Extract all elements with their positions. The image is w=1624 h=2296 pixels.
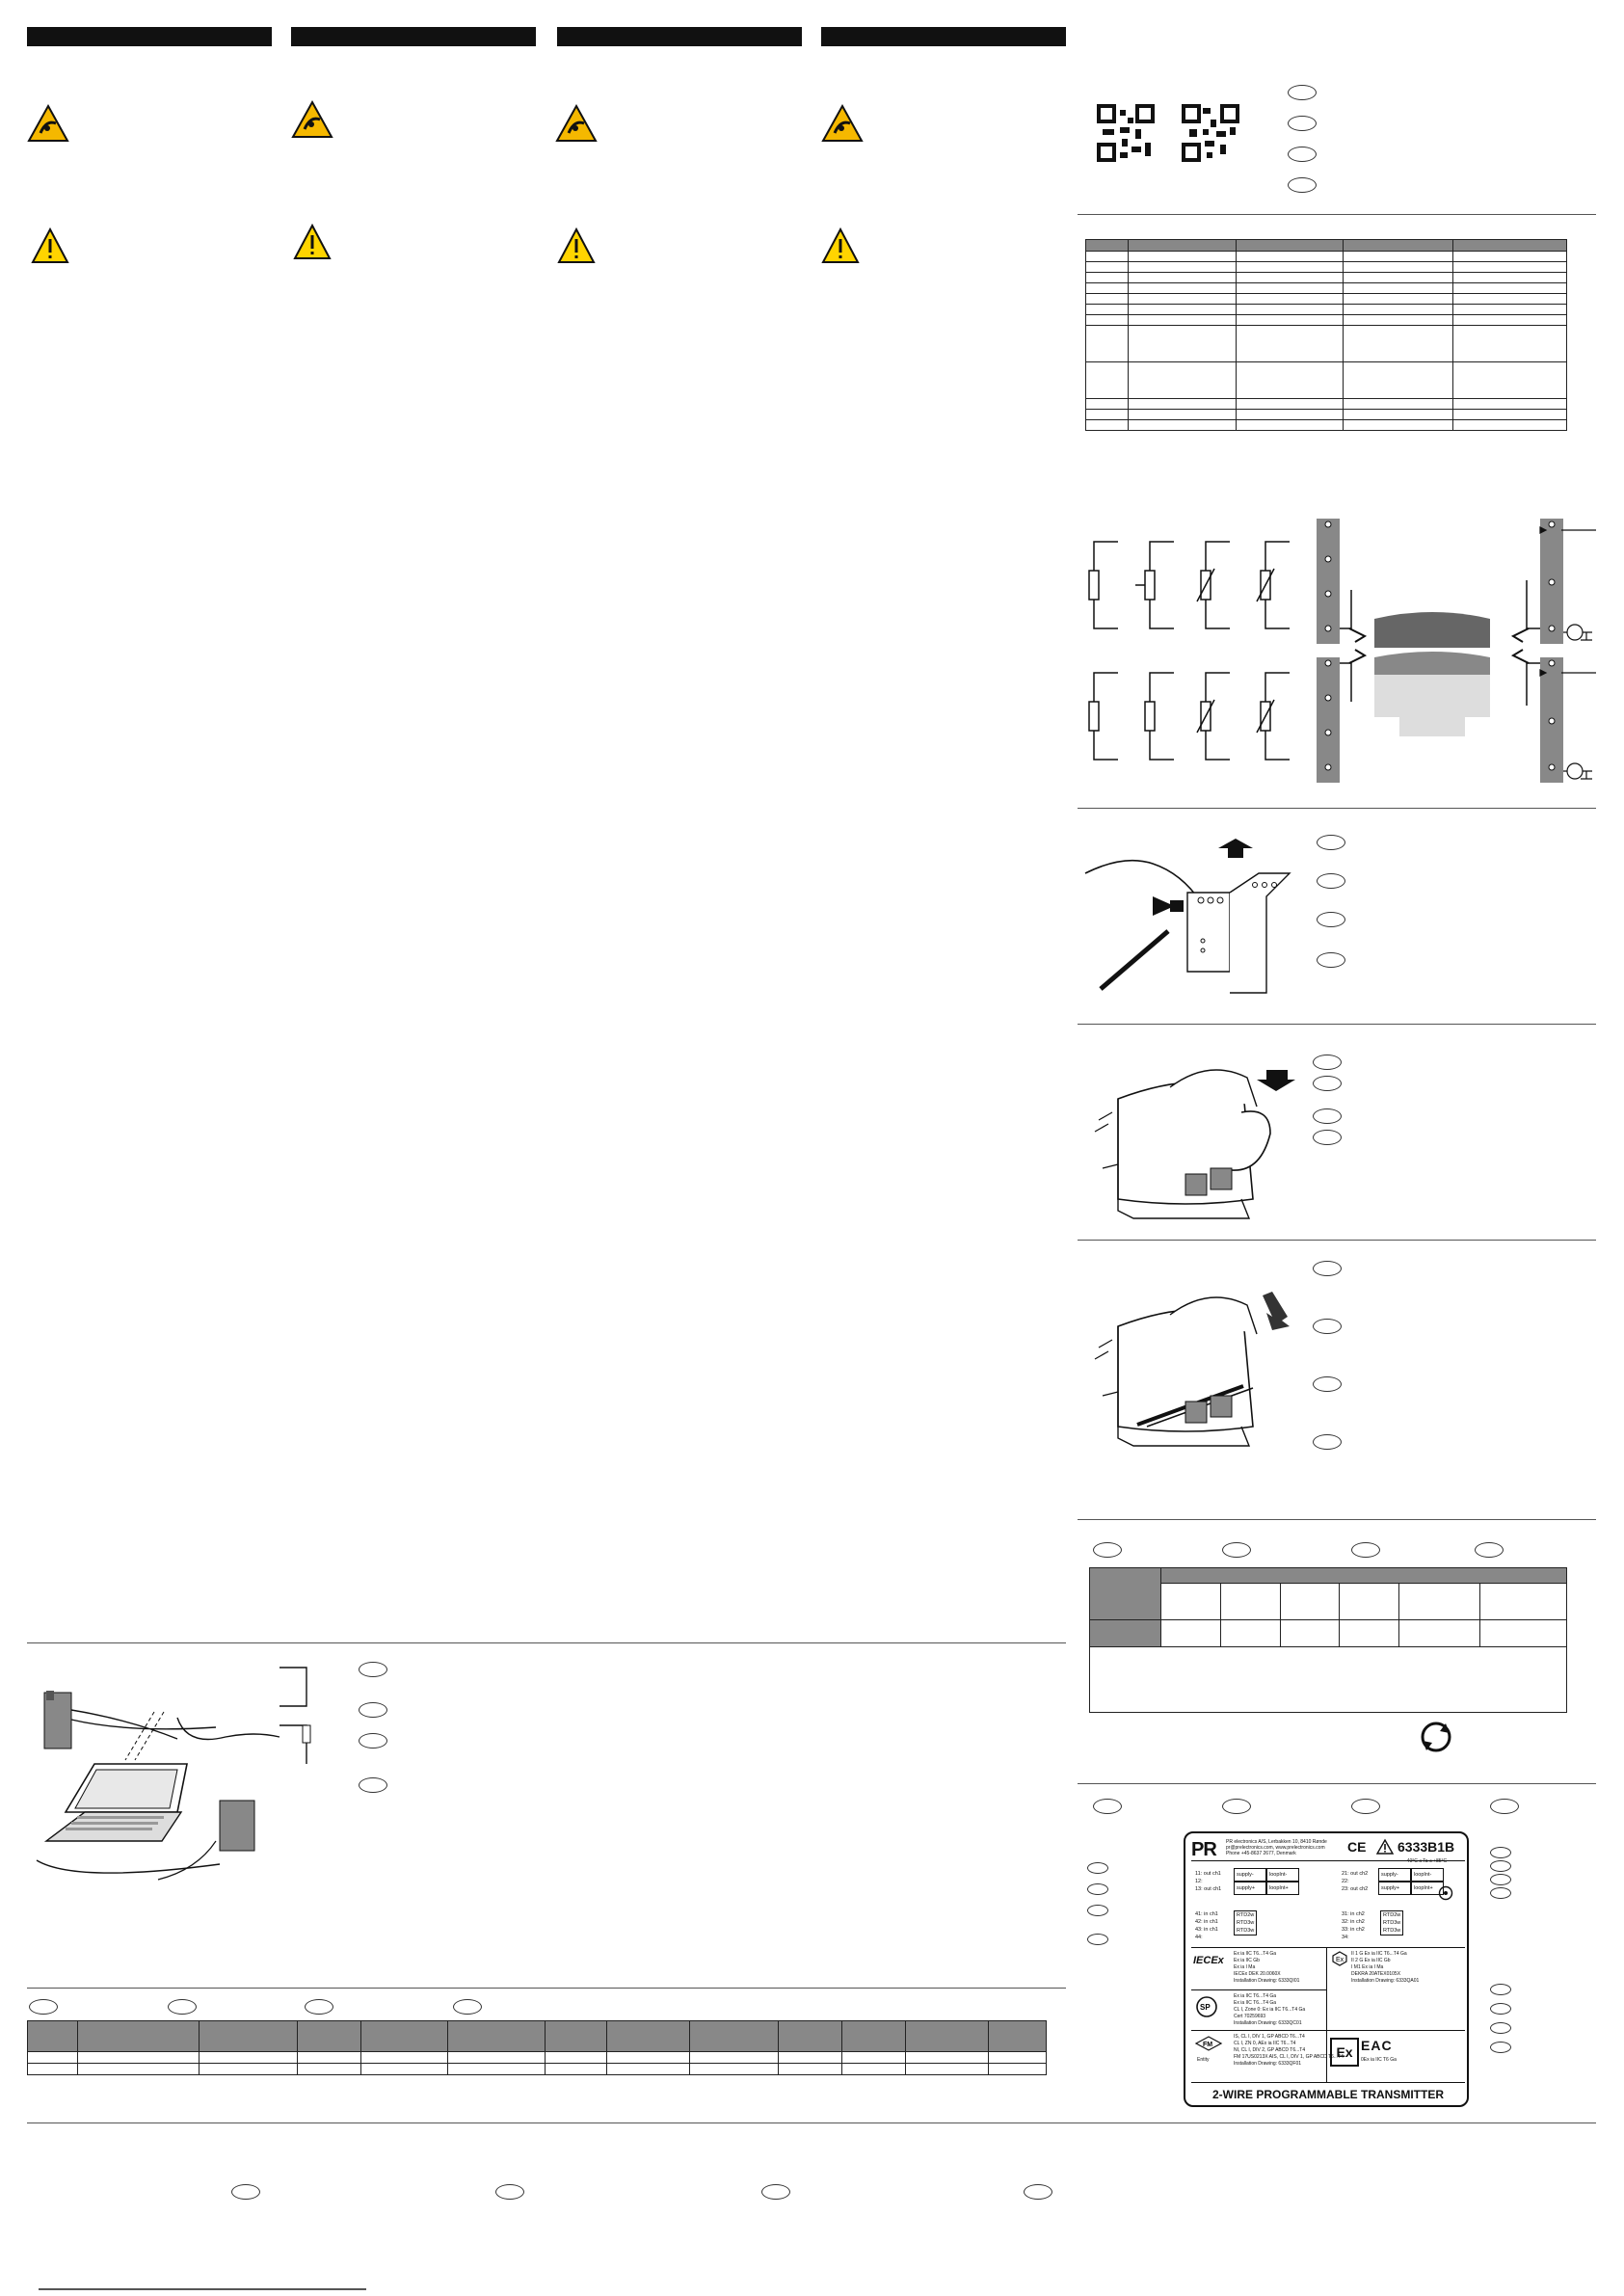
- esd-warning-icon: [821, 104, 864, 143]
- language-oval: [1475, 1542, 1504, 1558]
- recycle-icon: [1417, 1718, 1455, 1756]
- caution-triangle-icon: [31, 227, 69, 264]
- step-oval: [1317, 873, 1345, 889]
- terminal-list-ch2-in: 31: in ch2 32: in ch2 33: in ch2 34:: [1342, 1911, 1365, 1940]
- iecex-marking: Ex ia IIC T6...T4 Ga Ex ia IIC Gb Ex ia I Ma IECEx DEK 20.0060X Installation Drawing: 6333QI01: [1234, 1951, 1300, 1984]
- csa-marking: Ex ia IIC T6...T4 Ga Ex ia IIC T6...T4 Ga CL I, Zone 0: Ex ia IIC T6...T4 Ga Cert 70259693 Installation Drawing: 6333QC01: [1234, 1993, 1306, 2026]
- section-divider: [1078, 214, 1596, 215]
- language-oval: [1024, 2184, 1052, 2200]
- callout-oval: [1490, 2042, 1511, 2053]
- step-oval: [1313, 1055, 1342, 1070]
- esd-warning-icon: [555, 104, 598, 143]
- rtd-box-ch1: RTD2w RTD3w RTD3w: [1234, 1910, 1257, 1936]
- language-oval: [761, 2184, 790, 2200]
- caution-triangle-icon: [557, 227, 596, 264]
- caution-triangle-icon: [821, 227, 860, 264]
- label-divider: [1191, 2030, 1465, 2031]
- language-oval: [495, 2184, 524, 2200]
- step-oval: [359, 1777, 387, 1793]
- language-oval: [231, 2184, 260, 2200]
- callout-oval: [1490, 2003, 1511, 2015]
- wiring-diagram: [1079, 513, 1600, 792]
- din-rail-mounting-figure: [1089, 1051, 1301, 1224]
- terminal-list-ch1-out: 11: out ch1 12: 13: out ch1: [1195, 1871, 1222, 1892]
- section-divider: [1078, 1783, 1596, 1784]
- callout-oval: [1490, 1887, 1511, 1899]
- language-oval: [1288, 177, 1317, 193]
- callout-oval: [1087, 1862, 1108, 1874]
- callout-oval: [1490, 2022, 1511, 2034]
- model-number: 6333B1B: [1398, 1839, 1455, 1855]
- section-header-bar-2: [291, 27, 536, 46]
- step-oval: [1313, 1130, 1342, 1145]
- language-oval: [168, 1999, 197, 2015]
- callout-oval: [1490, 1860, 1511, 1872]
- atex-ex-hexagon-icon: [1332, 1951, 1347, 1966]
- specification-table: [1085, 239, 1567, 431]
- label-divider: [1191, 1989, 1326, 1990]
- eac-marking: 0Ex ia IIC T6 Ga: [1361, 2057, 1397, 2063]
- step-oval: [1313, 1108, 1342, 1124]
- step-oval: [1313, 1076, 1342, 1091]
- eac-logo: EAC: [1361, 2038, 1393, 2053]
- language-oval: [1490, 1799, 1519, 1814]
- callout-oval: [1490, 1984, 1511, 1995]
- approval-table: [1089, 1567, 1567, 1713]
- step-oval: [359, 1662, 387, 1677]
- label-divider: [1191, 2082, 1465, 2083]
- manufacturer-address: PR electronics A/S, Lerbakken 10, 8410 Rønde pr@prelectronics.com, www.prelectronics.com Phone +45-8637 2677, Denmark: [1226, 1839, 1327, 1856]
- language-oval: [305, 1999, 333, 2015]
- csa-logo-icon: [1195, 1995, 1218, 2018]
- language-oval: [1351, 1799, 1380, 1814]
- section-divider: [1078, 808, 1596, 809]
- callout-oval: [1490, 1847, 1511, 1858]
- terminal-list-ch2-out: 21: out ch2 22: 23: out ch2: [1342, 1871, 1369, 1892]
- ce-mark: CE: [1347, 1839, 1367, 1855]
- section-header-bar-4: [821, 27, 1066, 46]
- order-code-table: [27, 2020, 1047, 2075]
- warning-triangle-icon: [1376, 1839, 1394, 1855]
- callout-oval: [1490, 1874, 1511, 1885]
- language-oval: [29, 1999, 58, 2015]
- language-oval: [1093, 1542, 1122, 1558]
- supply-box-ch2: supply- loopInt- supply+ loopInt+: [1378, 1868, 1446, 1893]
- approval-mark-icon: [1438, 1885, 1453, 1901]
- section-header-bar-1: [27, 27, 272, 46]
- ex-logo: Ex: [1330, 2038, 1359, 2067]
- esd-warning-icon: [291, 100, 333, 139]
- section-divider: [27, 1642, 1066, 1643]
- transmitter-module: [44, 1693, 71, 1749]
- caution-triangle-icon: [293, 224, 332, 260]
- atex-marking: II 1 G Ex ia IIC T6...T4 Ga II 2 G Ex ia IIC Gb I M1 Ex ia I Ma DEKRA 20ATEX0105X Installation Drawing: 6333QA01: [1351, 1951, 1420, 1984]
- page-footer-rule: [39, 2288, 366, 2290]
- iecex-logo: IECEx: [1193, 1955, 1224, 1966]
- language-oval: [1288, 116, 1317, 131]
- step-oval: [1313, 1261, 1342, 1276]
- section-divider: [27, 2122, 1596, 2123]
- step-oval: [1317, 952, 1345, 968]
- language-oval: [453, 1999, 482, 2015]
- qr-code-icon[interactable]: [1182, 104, 1239, 162]
- supply-box: supply- loopInt- supply+ loopInt+: [1234, 1868, 1301, 1893]
- svg-text:SP: SP: [1200, 2003, 1211, 2012]
- language-oval: [1222, 1542, 1251, 1558]
- product-label: [1184, 1831, 1469, 2107]
- terminal-list-ch1-in: 41: in ch1 42: in ch1 43: in ch1 44:: [1195, 1911, 1218, 1940]
- step-oval: [1317, 912, 1345, 927]
- step-oval: [1313, 1376, 1342, 1392]
- language-oval: [1351, 1542, 1380, 1558]
- section-divider: [1078, 1024, 1596, 1025]
- fm-entity: Entity: [1197, 2057, 1210, 2063]
- rtd-box-ch2: RTD2w RTD3w RTD3w: [1380, 1910, 1403, 1936]
- section-divider: [27, 1988, 1066, 1989]
- wiring-terminal-figure: [1083, 837, 1305, 995]
- fm-marking: IS, CL I, DIV 1, GP ABCD T6...T4 CL I, ZN 0, AEx ia IIC T6...T4 NI, CL I, DIV 2, GP ABCD T6...T4 FM 17US0213X AIS, CL I, DIV 1, GP ABCD T6...T4 Installation Drawing: 6333QF01: [1234, 2034, 1344, 2067]
- step-oval: [1317, 835, 1345, 850]
- language-oval: [1288, 147, 1317, 162]
- section-header-bar-3: [557, 27, 802, 46]
- language-oval: [1222, 1799, 1251, 1814]
- esd-warning-icon: [27, 104, 69, 143]
- svg-text:FM: FM: [1203, 2042, 1213, 2048]
- step-oval: [1313, 1434, 1342, 1450]
- language-oval: [1093, 1799, 1122, 1814]
- step-oval: [359, 1702, 387, 1718]
- step-oval: [1313, 1319, 1342, 1334]
- callout-oval: [1087, 1883, 1108, 1895]
- ambient-temperature: -40°C ≤ Ta ≤ +85°C: [1405, 1858, 1448, 1864]
- label-divider: [1191, 1947, 1465, 1948]
- section-divider: [1078, 1519, 1596, 1520]
- label-divider: [1191, 1860, 1465, 1861]
- din-rail-dismount-figure: [1089, 1268, 1301, 1452]
- configuration-setup-figure: [27, 1658, 316, 1885]
- language-oval: [1288, 85, 1317, 100]
- sensor-group: [1089, 542, 1290, 628]
- callout-oval: [1087, 1934, 1108, 1945]
- section-divider: [1078, 1240, 1596, 1241]
- step-oval: [359, 1733, 387, 1749]
- product-description: 2-WIRE PROGRAMMABLE TRANSMITTER: [1212, 2088, 1444, 2101]
- svg-text:Ex: Ex: [1336, 1957, 1344, 1963]
- pr-logo: PR: [1191, 1839, 1216, 1860]
- fm-approved-logo-icon: [1195, 2036, 1222, 2051]
- qr-code-icon[interactable]: [1097, 104, 1155, 162]
- callout-oval: [1087, 1905, 1108, 1916]
